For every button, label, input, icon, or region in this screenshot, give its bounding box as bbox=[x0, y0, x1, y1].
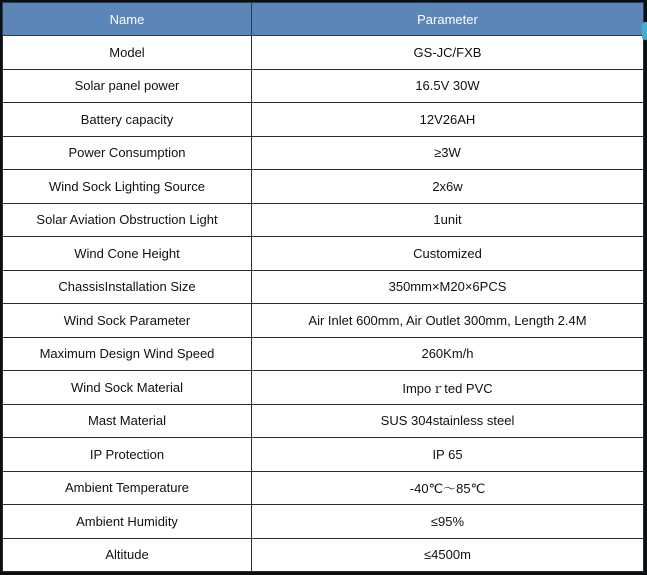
row-name: Wind Sock Parameter bbox=[3, 304, 252, 338]
header-name: Name bbox=[3, 3, 252, 36]
spec-table bbox=[2, 2, 644, 572]
row-value: Impoｒted PVC bbox=[252, 371, 644, 405]
row-name: ChassisInstallation Size bbox=[3, 270, 252, 304]
table-header-row bbox=[3, 3, 644, 36]
row-value: 16.5V 30W bbox=[252, 69, 644, 103]
table-row bbox=[3, 103, 644, 137]
table-row bbox=[3, 371, 644, 405]
row-name: IP Protection bbox=[3, 438, 252, 472]
row-name: Wind Sock Lighting Source bbox=[3, 170, 252, 204]
table-row bbox=[3, 36, 644, 70]
table-row bbox=[3, 337, 644, 371]
row-value: 1unit bbox=[252, 203, 644, 237]
row-value: 260Km/h bbox=[252, 337, 644, 371]
row-name: Solar panel power bbox=[3, 69, 252, 103]
row-value: 350mm×M20×6PCS bbox=[252, 270, 644, 304]
row-value: Customized bbox=[252, 237, 644, 271]
row-name: Altitude bbox=[3, 538, 252, 572]
table-row bbox=[3, 270, 644, 304]
row-name: Power Consumption bbox=[3, 136, 252, 170]
table-row bbox=[3, 471, 644, 505]
table-row bbox=[3, 538, 644, 572]
row-value: GS-JC/FXB bbox=[252, 36, 644, 70]
row-name: Maximum Design Wind Speed bbox=[3, 337, 252, 371]
table-row bbox=[3, 404, 644, 438]
row-name: Ambient Humidity bbox=[3, 505, 252, 539]
row-name: Ambient Temperature bbox=[3, 471, 252, 505]
row-name: Wind Cone Height bbox=[3, 237, 252, 271]
row-name: Battery capacity bbox=[3, 103, 252, 137]
row-value: SUS 304stainless steel bbox=[252, 404, 644, 438]
row-value: ≤95% bbox=[252, 505, 644, 539]
row-value: IP 65 bbox=[252, 438, 644, 472]
table-row bbox=[3, 69, 644, 103]
row-value: -40℃～85℃ bbox=[252, 471, 644, 505]
table-row bbox=[3, 170, 644, 204]
table-row bbox=[3, 438, 644, 472]
row-value: 2x6w bbox=[252, 170, 644, 204]
row-name: Model bbox=[3, 36, 252, 70]
row-name: Mast Material bbox=[3, 404, 252, 438]
table-row bbox=[3, 203, 644, 237]
row-value: 12V26AH bbox=[252, 103, 644, 137]
header-parameter: Parameter bbox=[252, 3, 644, 36]
table-row bbox=[3, 136, 644, 170]
table-row bbox=[3, 304, 644, 338]
table-row bbox=[3, 237, 644, 271]
row-value: Air Inlet 600mm, Air Outlet 300mm, Length 2.4M bbox=[252, 304, 644, 338]
edge-marker bbox=[642, 22, 647, 40]
row-value: ≥3W bbox=[252, 136, 644, 170]
row-name: Solar Aviation Obstruction Light bbox=[3, 203, 252, 237]
row-name: Wind Sock Material bbox=[3, 371, 252, 405]
row-value: ≤4500m bbox=[252, 538, 644, 572]
table-row bbox=[3, 505, 644, 539]
spec-table-container bbox=[2, 2, 643, 572]
